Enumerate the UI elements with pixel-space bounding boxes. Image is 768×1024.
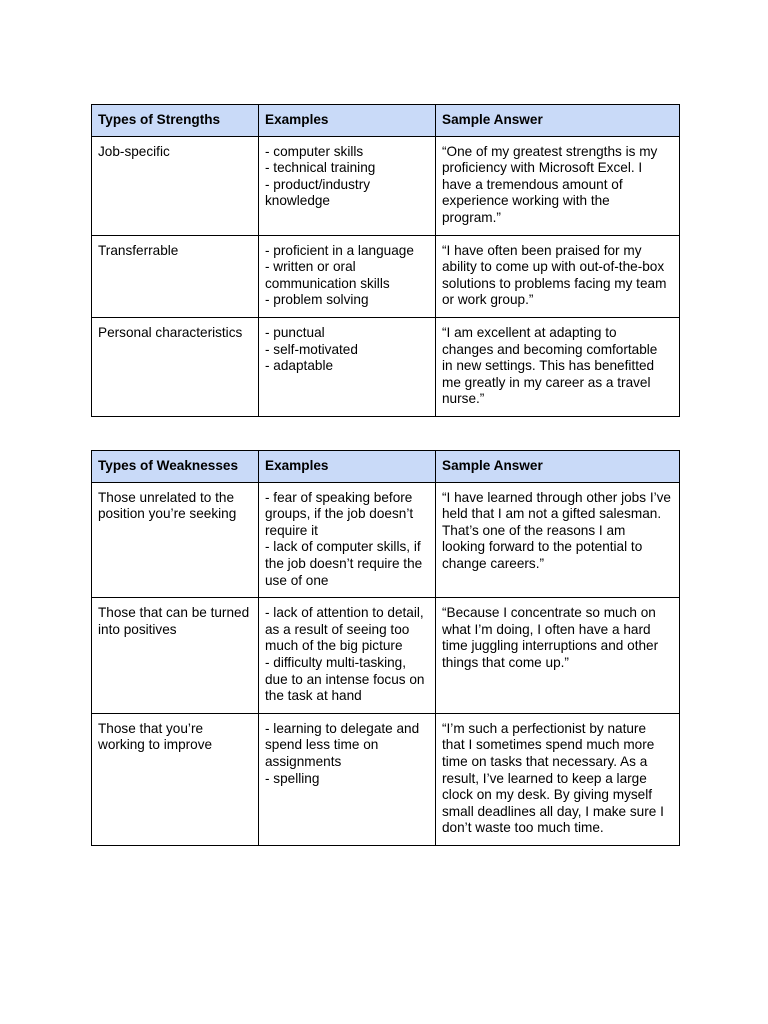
cell-text-line: - adaptable [265, 358, 334, 374]
table-header-row [92, 105, 680, 137]
cell-text-line: in new settings. This has benefitted [442, 358, 655, 374]
type-cell [92, 482, 259, 598]
cell-text-line: what I’m doing, I often have a hard [442, 621, 651, 637]
cell-text-line: or work group.” [442, 292, 534, 308]
header-cell-sample-answer: Sample Answer [436, 451, 680, 483]
cell-text-line: “I am excellent at adapting to [442, 324, 617, 340]
type-cell [92, 317, 259, 416]
cell-text-line: assignments [265, 753, 342, 769]
cell-text-line: small deadlines all day, I make sure I [442, 803, 664, 819]
examples-cell [259, 482, 436, 598]
cell-text-line: - product/industry [265, 176, 371, 192]
type-cell [92, 598, 259, 714]
cell-text-line: Personal characteristics [98, 324, 243, 340]
header-cell-sample-answer: Sample Answer [436, 105, 680, 137]
cell-text-line: - proficient in a language [265, 242, 414, 258]
cell-text-line: Job-specific [98, 143, 170, 159]
cell-text-line: held that I am not a gifted salesman. [442, 506, 662, 522]
sample-answer-cell [436, 713, 680, 845]
cell-text-line: communication skills [265, 275, 390, 291]
cell-text-line: Those that you’re [98, 720, 204, 736]
cell-text-line: as a result of seeing too [265, 621, 410, 637]
strengths-table-body [92, 136, 680, 416]
cell-text-line: - punctual [265, 324, 325, 340]
cell-text-line: “Because I concentrate so much on [442, 605, 656, 621]
type-cell [92, 713, 259, 845]
cell-text-line: Transferrable [98, 242, 179, 258]
table-row [92, 482, 680, 598]
cell-text-line: - self-motivated [265, 341, 358, 357]
table-row [92, 713, 680, 845]
table-row [92, 235, 680, 317]
cell-text-line: - written or oral [265, 259, 356, 275]
sample-answer-cell [436, 598, 680, 714]
cell-text-line: position you’re seeking [98, 506, 237, 522]
weaknesses-table [91, 450, 680, 846]
cell-text-line: program.” [442, 209, 501, 225]
cell-text-line: “I have often been praised for my [442, 242, 642, 258]
cell-text-line: clock on my desk. By giving myself [442, 787, 653, 803]
cell-text-line: - technical training [265, 160, 376, 176]
header-cell-type: Types of Strengths [92, 105, 259, 137]
sample-answer-cell [436, 235, 680, 317]
cell-text-line: - difficulty multi-tasking, [265, 654, 407, 670]
header-cell-examples: Examples [259, 451, 436, 483]
cell-text-line: - spelling [265, 770, 320, 786]
cell-text-line: - learning to delegate and [265, 720, 420, 736]
cell-text-line: that I sometimes spend much more [442, 737, 655, 753]
cell-text-line: me greatly in my career as a travel [442, 374, 651, 390]
cell-text-line: into positives [98, 621, 177, 637]
cell-text-line: due to an intense focus on [265, 671, 425, 687]
sample-answer-cell [436, 136, 680, 235]
strengths-table [91, 104, 680, 417]
cell-text-line: - computer skills [265, 143, 364, 159]
sample-answer-cell [436, 482, 680, 598]
table-row [92, 136, 680, 235]
cell-text-line: - lack of attention to detail, [265, 605, 424, 621]
cell-text-line: result, I’ve learned to keep a large [442, 770, 647, 786]
cell-text-line: knowledge [265, 193, 330, 209]
cell-text-line: much of the big picture [265, 638, 403, 654]
cell-text-line: spend less time on [265, 737, 379, 753]
cell-text-line: groups, if the job doesn’t [265, 506, 414, 522]
cell-text-line: - problem solving [265, 292, 369, 308]
cell-text-line: That’s one of the reasons I am [442, 522, 626, 538]
cell-text-line: proficiency with Microsoft Excel. I [442, 160, 643, 176]
table-row [92, 317, 680, 416]
table-header-row [92, 451, 680, 483]
cell-text-line: ability to come up with out-of-the-box [442, 259, 665, 275]
examples-cell [259, 235, 436, 317]
cell-text-line: nurse.” [442, 391, 485, 407]
cell-text-line: “One of my greatest strengths is my [442, 143, 658, 159]
type-cell [92, 235, 259, 317]
table-row [92, 598, 680, 714]
cell-text-line: “I’m such a perfectionist by nature [442, 720, 646, 736]
cell-text-line: - fear of speaking before [265, 489, 413, 505]
cell-text-line: Those that can be turned [98, 605, 250, 621]
cell-text-line: the task at hand [265, 688, 362, 704]
cell-text-line: looking forward to the potential to [442, 539, 643, 555]
cell-text-line: have a tremendous amount of [442, 176, 623, 192]
weaknesses-table-body [92, 482, 680, 845]
cell-text-line: the job doesn’t require the [265, 555, 423, 571]
cell-text-line: time juggling interruptions and other [442, 638, 659, 654]
type-cell [92, 136, 259, 235]
cell-text-line: experience working with the [442, 193, 610, 209]
cell-text-line: change careers.” [442, 555, 545, 571]
cell-text-line: things that come up.” [442, 654, 569, 670]
examples-cell [259, 136, 436, 235]
examples-cell [259, 317, 436, 416]
cell-text-line: time on tasks that necessary. As a [442, 753, 648, 769]
cell-text-line: solutions to problems facing my team [442, 275, 667, 291]
header-cell-type: Types of Weaknesses [92, 451, 259, 483]
examples-cell [259, 713, 436, 845]
cell-text-line: changes and becoming comfortable [442, 341, 658, 357]
cell-text-line: Those unrelated to the [98, 489, 235, 505]
cell-text-line: don’t waste too much time. [442, 820, 604, 836]
cell-text-line: working to improve [98, 737, 213, 753]
sample-answer-cell [436, 317, 680, 416]
cell-text-line: “I have learned through other jobs I’ve [442, 489, 671, 505]
cell-text-line: require it [265, 522, 318, 538]
cell-text-line: use of one [265, 572, 329, 588]
examples-cell [259, 598, 436, 714]
cell-text-line: - lack of computer skills, if [265, 539, 421, 555]
header-cell-examples: Examples [259, 105, 436, 137]
